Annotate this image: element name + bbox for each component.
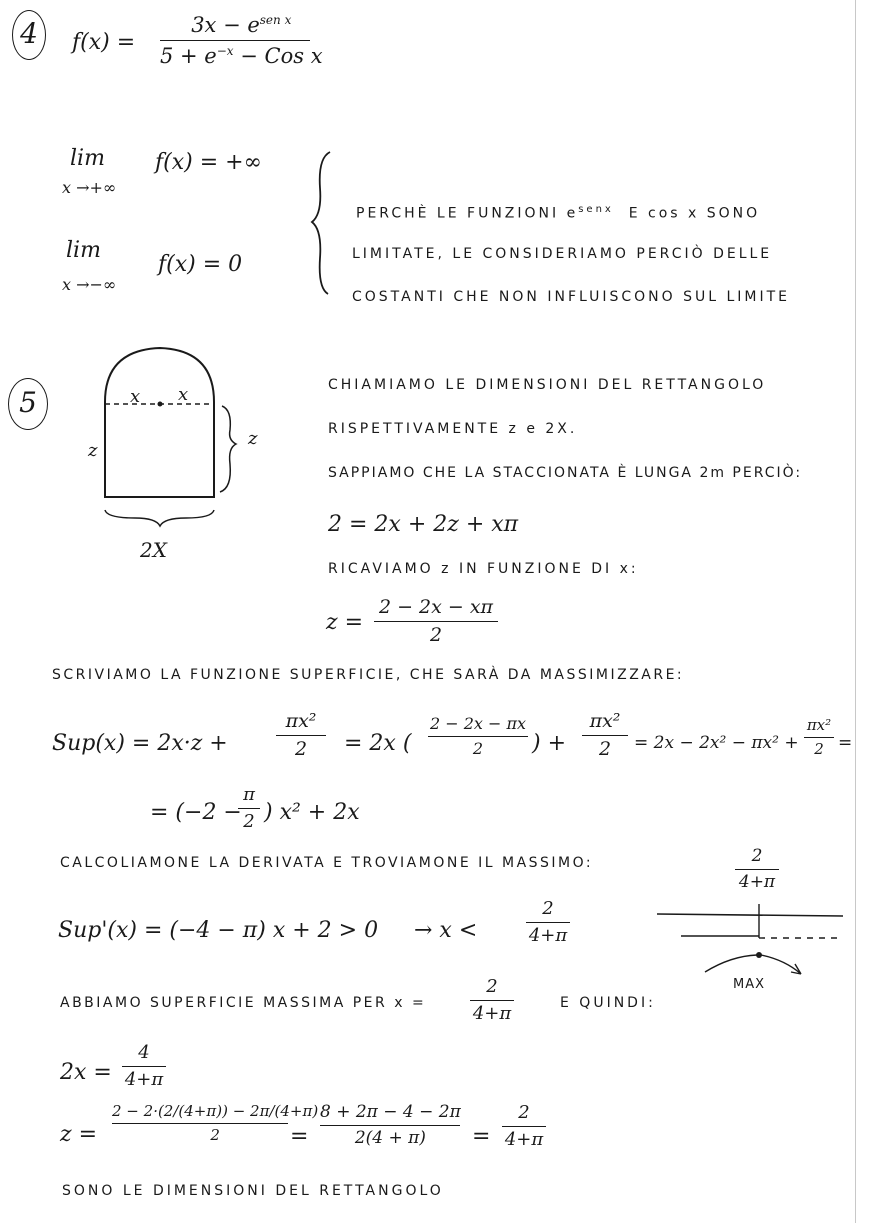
derivative-frac-num: 2 xyxy=(542,898,554,919)
sup-fraction-1-bar xyxy=(276,735,326,736)
sign-top-frac-num: 2 xyxy=(751,846,763,866)
function-denominator: 5 + e xyxy=(160,44,217,68)
figure-label-x-left: x xyxy=(130,386,141,407)
p5-text-line-2: RISPETTIVAMENTE z e 2X. xyxy=(328,421,578,437)
limit-2-body: f(x) = 0 xyxy=(158,252,243,277)
z-equation-fraction xyxy=(374,598,498,645)
result-2x-num: 4 xyxy=(138,1042,150,1063)
sup-line-2-frac-den: 2 xyxy=(243,811,255,832)
result-z-den-3: 4+π xyxy=(504,1129,544,1150)
limit-2-subscript: x →−∞ xyxy=(62,275,117,294)
limits-brace xyxy=(310,148,340,298)
result-2x-lhs: 2x = xyxy=(60,1060,112,1085)
sup-lhs: Sup(x) = 2x·z + xyxy=(52,731,228,756)
sup-fraction-3-den: 2 xyxy=(598,738,612,760)
sup-fraction-4 xyxy=(804,718,834,757)
sign-arrow-up xyxy=(705,955,757,972)
note-line-2: LIMITATE, LE CONSIDERIAMO PERCIÒ DELLE xyxy=(352,246,773,262)
function-numerator: 3x − e xyxy=(191,13,260,37)
derivative-frac-den: 4+π xyxy=(528,925,568,946)
sup-line-2-fraction xyxy=(238,786,260,831)
sup-fraction-2-num: 2 − 2x − πx xyxy=(429,714,527,733)
sup-mid: = 2x ( xyxy=(344,731,412,756)
p5-text-line-4: RICAVIAMO z IN FUNZIONE DI x: xyxy=(328,561,639,577)
problem-5-number: 5 xyxy=(8,378,48,430)
note-line-1-exp: senx xyxy=(578,204,614,215)
result-z-num-3: 2 xyxy=(518,1102,530,1123)
function-fraction-bar xyxy=(160,40,310,41)
p5-text-line-7: ABBIAMO SUPERFICIE MASSIMA PER x = xyxy=(60,995,427,1011)
max-frac-den: 4+π xyxy=(472,1003,512,1024)
figure-label-base: 2X xyxy=(140,538,167,562)
result-z-den-2: 2(4 + π) xyxy=(354,1128,426,1148)
perimeter-equation: 2 = 2x + 2z + xπ xyxy=(328,512,519,537)
sup-tail: = 2x − 2x² − πx² + xyxy=(634,733,799,753)
fence-figure xyxy=(90,340,290,560)
p5-text-line-7-tail: E QUINDI: xyxy=(560,995,656,1011)
result-z-bar-2 xyxy=(320,1125,460,1126)
sign-diagram-top-fraction xyxy=(735,848,779,891)
sup-fraction-2-den: 2 xyxy=(472,739,484,758)
sup-mid-2: ) + xyxy=(532,731,567,756)
note-line-1-tail: E cos x SONO xyxy=(628,205,761,222)
function-numerator-exp: sen x xyxy=(259,13,292,27)
figure-label-z-left: z xyxy=(88,440,98,461)
result-z-eq-1: = xyxy=(290,1124,309,1149)
result-z-num-2: 8 + 2π − 4 − 2π xyxy=(320,1102,461,1122)
sup-tail-end: = xyxy=(838,733,853,753)
z-equation-numerator: 2 − 2x − xπ xyxy=(378,596,494,618)
sign-top-frac-den: 4+π xyxy=(738,872,776,892)
figure-label-z-right: z xyxy=(248,428,258,449)
sup-fraction-2 xyxy=(428,716,528,757)
p5-text-line-5: SCRIVIAMO LA FUNZIONE SUPERFICIE, CHE SARÀ DA MASSIMIZZARE: xyxy=(52,667,685,683)
sup-fraction-1-num: πx² xyxy=(285,710,317,732)
z-equation-denominator: 2 xyxy=(429,624,443,646)
p5-text-line-6: CALCOLIAMONE LA DERIVATA E TROVIAMONE IL MASSIMO: xyxy=(60,855,594,871)
result-2x-den: 4+π xyxy=(124,1069,164,1090)
result-z-den-1: 2 xyxy=(210,1126,220,1144)
sup-fraction-3 xyxy=(582,712,628,759)
derivative-equation: Sup'(x) = (−4 − π) x + 2 > 0 xyxy=(58,918,379,943)
function-denominator-tail: − Cos x xyxy=(233,44,323,68)
sign-max-label: MAX xyxy=(733,977,766,992)
max-fraction xyxy=(470,978,514,1023)
result-z-num-1: 2 − 2·(2/(4+π)) − 2π/(4+π) xyxy=(112,1102,319,1120)
function-lhs: f(x) = xyxy=(72,30,136,55)
sup-fraction-3-num: πx² xyxy=(589,710,621,732)
function-fraction xyxy=(160,14,323,67)
sign-arrow-down xyxy=(761,955,801,974)
result-z-bar-3 xyxy=(502,1126,546,1127)
sup-fraction-2-bar xyxy=(428,736,528,737)
result-z-fraction-3 xyxy=(502,1104,546,1149)
sign-top-frac-bar xyxy=(735,869,779,870)
page-edge-line xyxy=(855,0,856,1223)
result-2x-bar xyxy=(122,1066,166,1067)
p5-text-line-1: CHIAMIAMO LE DIMENSIONI DEL RETTANGOLO xyxy=(328,377,767,393)
note-line-1 xyxy=(356,205,760,221)
sup-fraction-4-bar xyxy=(804,737,834,738)
derivative-frac-bar xyxy=(526,922,570,923)
sign-axis-line xyxy=(657,914,843,916)
sup-fraction-3-bar xyxy=(582,735,628,736)
note-line-3: COSTANTI CHE NON INFLUISCONO SUL LIMITE xyxy=(352,289,791,305)
result-z-fraction-1 xyxy=(112,1104,318,1143)
base-brace xyxy=(105,510,214,526)
problem-4-number: 4 xyxy=(12,10,46,60)
sup-fraction-1-den: 2 xyxy=(294,738,308,760)
sup-fraction-1 xyxy=(276,712,326,759)
limit-2-word: lim xyxy=(66,238,101,263)
max-frac-bar xyxy=(470,1000,514,1001)
result-2x-fraction xyxy=(122,1044,166,1089)
result-z-lhs: z = xyxy=(60,1122,98,1147)
sup-fraction-4-num: πx² xyxy=(806,716,832,734)
center-dot xyxy=(158,402,163,407)
p5-text-line-3: SAPPIAMO CHE LA STACCIONATA È LUNGA 2m PERCIÒ: xyxy=(328,465,803,481)
max-frac-num: 2 xyxy=(486,976,498,997)
sup-fraction-4-den: 2 xyxy=(814,740,824,758)
sup-line-2-frac-num: π xyxy=(243,784,255,805)
limit-1-body: f(x) = +∞ xyxy=(155,150,262,175)
limit-1-word: lim xyxy=(70,146,105,171)
sup-line-2-frac-bar xyxy=(238,808,260,809)
limit-1-subscript: x →+∞ xyxy=(62,178,117,197)
z-equation-lhs: z = xyxy=(326,610,364,635)
sup-line-2-end: ) x² + 2x xyxy=(264,800,360,825)
p5-final-text: SONO LE DIMENSIONI DEL RETTANGOLO xyxy=(62,1183,444,1199)
result-z-bar-1 xyxy=(112,1123,288,1124)
z-fraction-bar xyxy=(374,621,498,622)
right-side-brace xyxy=(220,406,236,492)
rectangle-with-semicircle xyxy=(105,348,214,497)
figure-label-x-right: x xyxy=(178,384,189,405)
result-z-eq-2: = xyxy=(472,1124,491,1149)
derivative-arrow: → x < xyxy=(414,918,478,943)
derivative-fraction xyxy=(526,900,570,945)
function-denominator-exp: −x xyxy=(216,44,234,58)
result-z-fraction-2 xyxy=(320,1104,461,1147)
sup-line-2-start: = (−2 − xyxy=(150,800,242,825)
note-line-1-text: PERCHÈ LE FUNZIONI e xyxy=(356,205,579,222)
